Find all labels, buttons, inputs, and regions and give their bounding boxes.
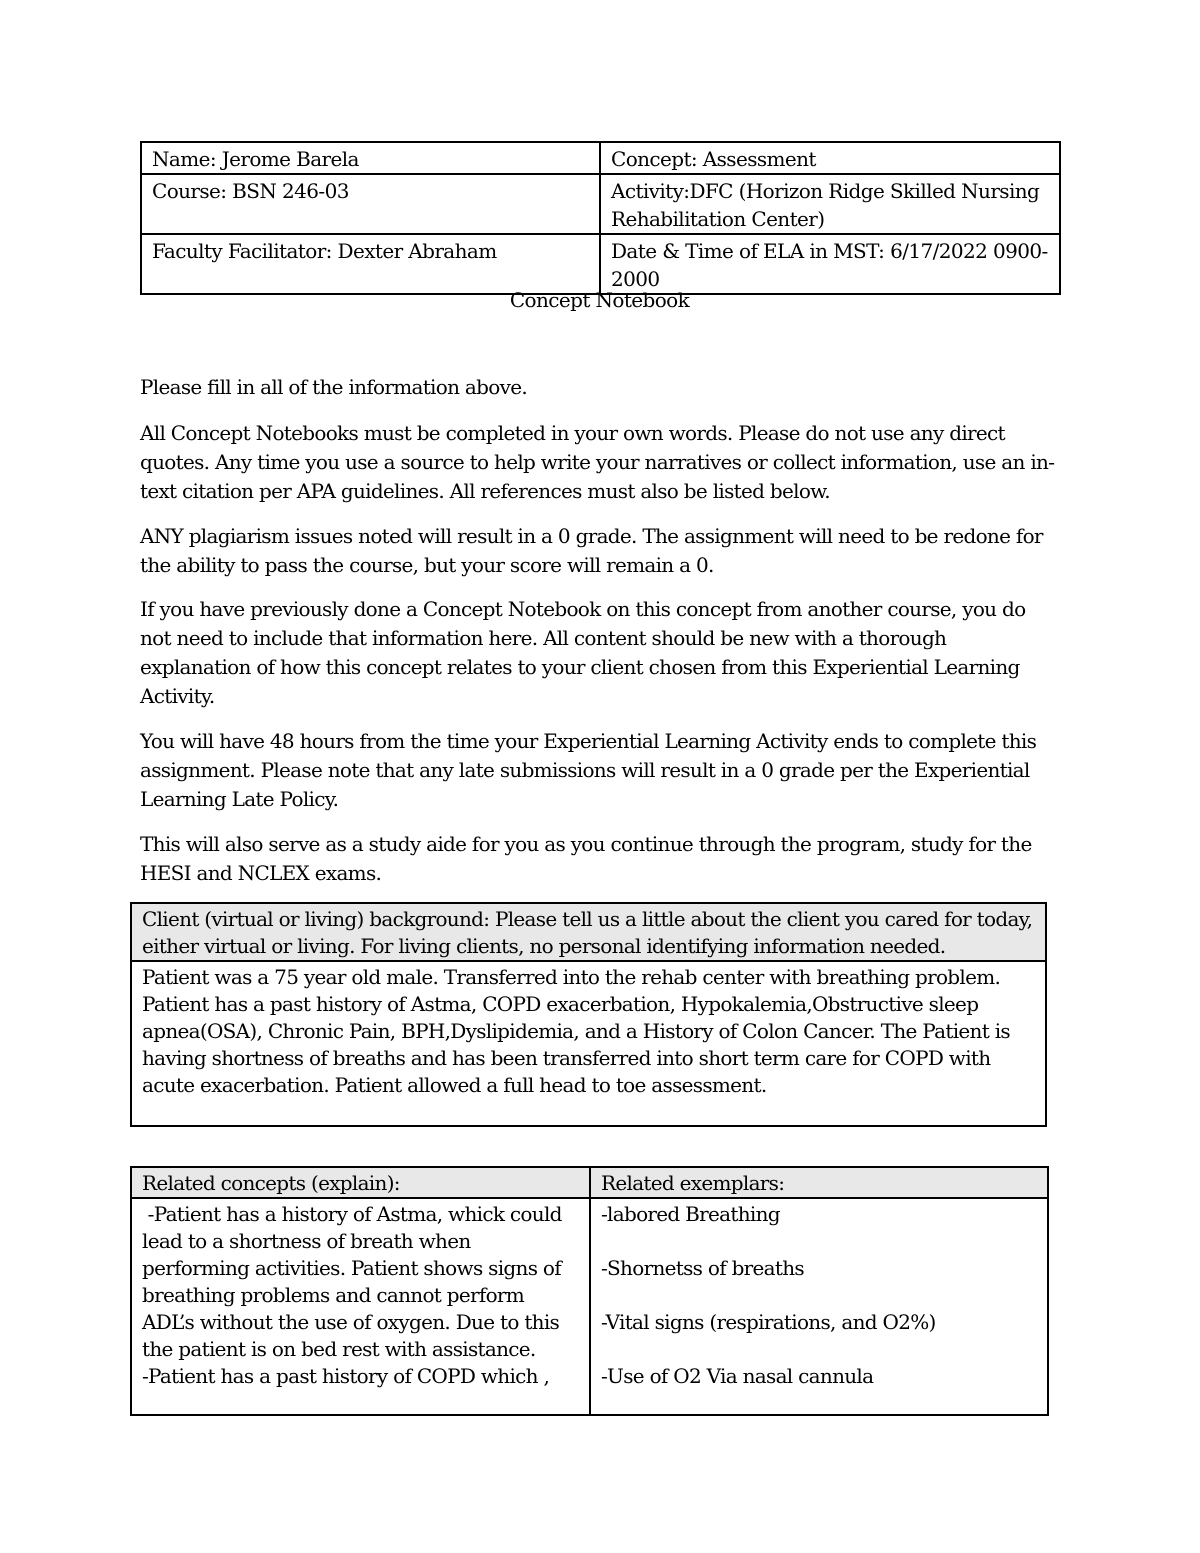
- ela-date-time: Date & Time of ELA in MST: 6/17/2022 0900-2000: [600, 234, 1060, 294]
- page-title: Concept Notebook: [509, 288, 690, 312]
- faculty-facilitator: Faculty Facilitator: Dexter Abraham: [141, 234, 600, 294]
- instruction-paragraph: Please fill in all of the information above.: [140, 375, 527, 399]
- instruction-paragraph: ANY plagiarism issues noted will result in a 0 grade. The assignment will need to be redone for the ability to pass the course, but your score will remain a 0.: [140, 524, 1043, 577]
- related-exemplar-item: -labored Breathing: [601, 1202, 780, 1226]
- related-exemplars-cell: [590, 1198, 1048, 1415]
- student-name: Name: Jerome Barela: [141, 142, 600, 174]
- instruction-paragraph: All Concept Notebooks must be completed in your own words. Please do not use any direct quotes. Any time you use a source to help write your narratives or collect information, use an in-text citation per APA guidelines. All references must also be listed below.: [140, 421, 1055, 503]
- related-concepts-table: [130, 1166, 1049, 1416]
- activity-name: Activity:DFC (Horizon Ridge Skilled Nursing Rehabilitation Center): [600, 174, 1060, 234]
- instruction-paragraph: If you have previously done a Concept Notebook on this concept from another course, you do not need to include that information here. All content should be new with a thorough explanation of how this concept relates to your client chosen from this Experiential Learning Activity.: [140, 597, 1026, 708]
- related-exemplars-header: Related exemplars:: [590, 1167, 1048, 1198]
- client-background-content: Patient was a 75 year old male. Transferred into the rehab center with breathing problem. Patient has a past history of Astma, COPD exacerbation, Hypokalemia,Obstructive sleep apnea(OSA), Chronic Pain, BPH,Dyslipidemia, and a History of Colon Cancer. The Patient is having shortness of breaths and has been transferred into short term care for COPD with acute exacerbation. Patient allowed a full head to toe assessment.: [131, 961, 1046, 1126]
- related-exemplar-item: -Use of O2 Via nasal cannula: [601, 1364, 874, 1388]
- related-concepts-cell: [131, 1198, 590, 1415]
- instruction-paragraph: This will also serve as a study aide for you as you continue through the program, study for the HESI and NCLEX exams.: [140, 832, 1032, 885]
- instruction-paragraph: You will have 48 hours from the time your Experiential Learning Activity ends to complete this assignment. Please note that any late submissions will result in a 0 grade per the Experiential Learning Late Policy.: [140, 729, 1037, 811]
- concept-name: Concept: Assessment: [600, 142, 1060, 174]
- course-code: Course: BSN 246-03: [141, 174, 600, 234]
- related-concept-item: -Patient has a past history of COPD which ,: [142, 1364, 550, 1388]
- client-background-table: [130, 902, 1047, 1127]
- student-info-table: [140, 141, 1061, 295]
- related-exemplar-item: -Shornetss of breaths: [601, 1256, 804, 1280]
- related-concepts-header: Related concepts (explain):: [131, 1167, 590, 1198]
- related-concept-item: -Patient has a history of Astma, whick could lead to a shortness of breath when performing activities. Patient shows signs of breathing problems and cannot perform ADL’s without the use of oxygen. Due to this the patient is on bed rest with assistance.: [142, 1202, 568, 1361]
- related-exemplar-item: -Vital signs (respirations, and O2%): [601, 1310, 936, 1334]
- client-background-header: Client (virtual or living) background: Please tell us a little about the client you cared for today, either virtual or living. For living clients, no personal identifying information needed.: [131, 903, 1046, 961]
